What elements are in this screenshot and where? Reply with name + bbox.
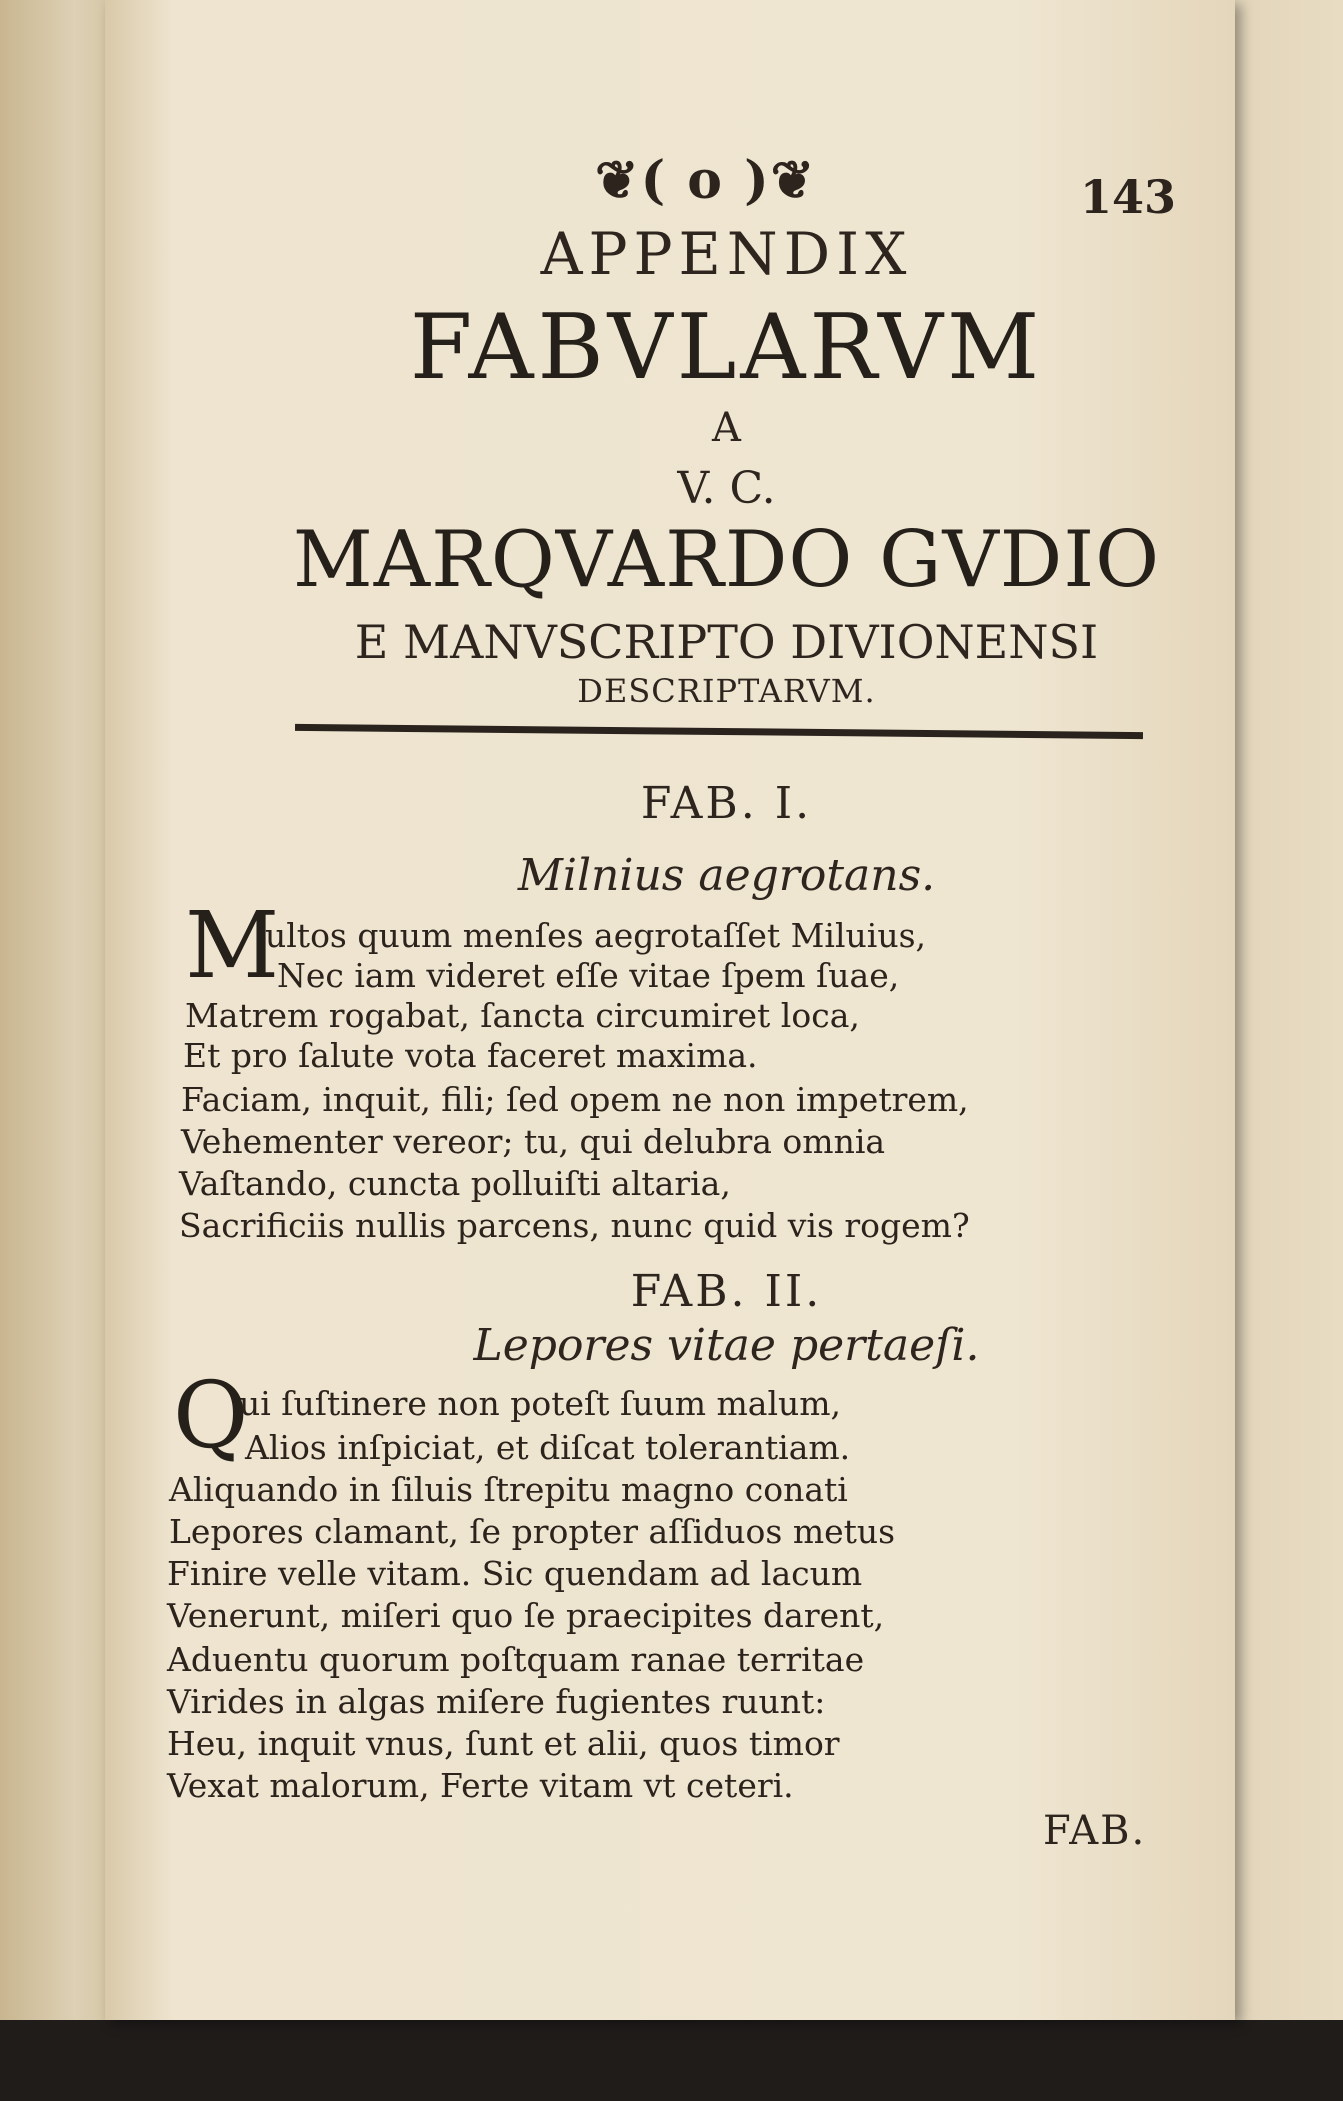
fable-1-line: Vehementer vereor; tu, qui delubra omnia (181, 1122, 886, 1161)
fable-2-line: Aduentu quorum poſtquam ranae territae (167, 1640, 865, 1679)
title-fabularum: FABVLARVM (409, 295, 1044, 400)
fable-2-heading: FAB. II. (630, 1266, 823, 1317)
book-page (105, 0, 1235, 2020)
fable-1-line: Et pro ſalute vota faceret maxima. (183, 1036, 758, 1075)
horizontal-rule (295, 724, 1143, 739)
header-ornament: ❦( o )❦ (595, 150, 817, 211)
fable-2-dropcap: Q (173, 1362, 249, 1469)
page-number: 143 (1080, 170, 1177, 224)
fable-1-line: Vaſtando, cuncta polluiſti altaria, (179, 1164, 731, 1203)
fable-2-line: Virides in algas miſere fugientes ruunt: (167, 1682, 826, 1721)
fable-2-line: ui ſuſtinere non poteſt ſuum malum, (239, 1384, 842, 1423)
background-bottom (0, 2020, 1343, 2101)
title-descriptarum: DESCRIPTARVM. (577, 672, 876, 710)
fable-1-line: Faciam, inquit, fili; ſed opem ne non impetrem, (181, 1080, 969, 1119)
fable-2-line: Venerunt, miſeri quo ſe praecipites darent, (167, 1596, 885, 1635)
title-author: MARQVARDO GVDIO (292, 515, 1161, 605)
catchword: FAB. (1043, 1808, 1147, 1854)
title-source: E MANVSCRIPTO DIVIONENSI (354, 615, 1099, 669)
fable-2-title: Lepores vitae pertaeſi. (473, 1320, 980, 1371)
fable-1-line: Matrem rogabat, ſancta circumiret loca, (185, 996, 860, 1035)
fable-2-line: Finire velle vitam. Sic quendam ad lacum (167, 1554, 863, 1593)
fable-1-line: ultos quum menſes aegrotaſſet Miluius, (265, 916, 927, 955)
fable-1-title: Milnius aegrotans. (517, 850, 936, 901)
title-vc: V. C. (677, 463, 776, 514)
fable-1-dropcap: M (185, 892, 280, 999)
title-appendix: APPENDIX (540, 220, 913, 288)
fable-2-line: Aliquando in ſiluis ſtrepitu magno conati (169, 1470, 848, 1509)
fable-2-line: Lepores clamant, ſe propter aſſiduos metus (169, 1512, 896, 1551)
fable-2-line: Heu, inquit vnus, ſunt et alii, quos timor (167, 1724, 840, 1763)
fable-2-line: Alios inſpiciat, et diſcat tolerantiam. (245, 1428, 851, 1467)
fable-2-line: Vexat malorum, Ferte vitam vt ceteri. (167, 1766, 794, 1805)
title-a: A (712, 405, 741, 451)
fable-1-heading: FAB. I. (640, 778, 813, 829)
fable-1-line: Nec iam videret eſſe vitae ſpem ſuae, (277, 956, 900, 995)
fable-1-line: Sacrificiis nullis parcens, nunc quid vis rogem? (179, 1206, 970, 1245)
